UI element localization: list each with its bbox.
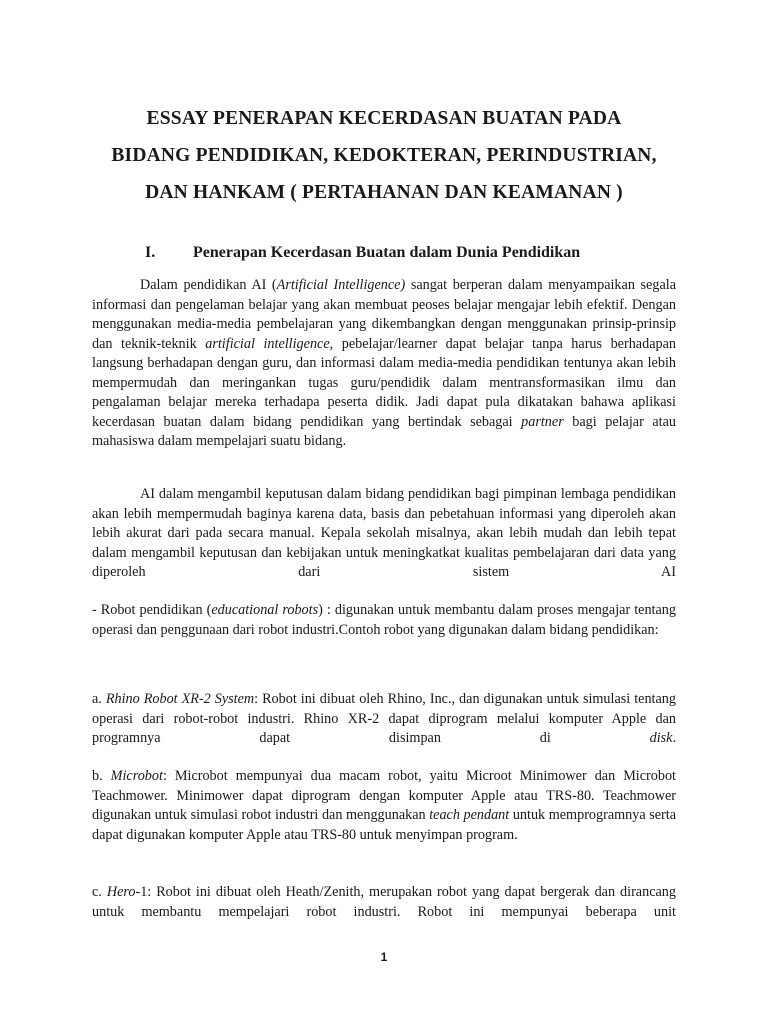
text-run: : Microbot mempunyai dua macam robot, yaitu Microot Minimower dan Microbot Teachmower. Minimower dapat diprogram dengan komputer Apple atau TRS-80. Teachmower digunakan untuk simulasi robot industri dan menggunakan bbox=[92, 768, 676, 823]
italic-term: partner bbox=[521, 413, 564, 430]
text-run: - Robot pendidikan ( bbox=[92, 602, 212, 618]
italic-term: Rhino Robot XR-2 System bbox=[105, 691, 255, 707]
list-item-rhino-robot bbox=[92, 690, 676, 749]
page-number: 1 bbox=[380, 950, 388, 964]
section-number: I. bbox=[145, 244, 156, 261]
section-title: Penerapan Kecerdasan Buatan dalam Dunia Pendidikan bbox=[193, 244, 581, 261]
italic-term: Microbot bbox=[110, 768, 163, 784]
italic-term: educational robots bbox=[211, 602, 319, 618]
text-run: . bbox=[672, 730, 676, 746]
title-line-1: ESSAY PENERAPAN KECERDASAN BUATAN PADA bbox=[146, 108, 622, 129]
title-line-2: BIDANG PENDIDIKAN, KEDOKTERAN, PERINDUSTRIAN, bbox=[111, 145, 657, 166]
text-run: -1: Robot ini dibuat oleh Heath/Zenith, merupakan robot yang dapat bergerak dan dirancang untuk membantu mempelajari robot industri. Robot ini mempunyai beberapa unit bbox=[92, 884, 676, 920]
paragraph-ai-in-education bbox=[92, 276, 676, 452]
list-marker: c. bbox=[92, 884, 107, 900]
text-run: ) : digunakan untuk membantu dalam proses mengajar tentang operasi dan penggunaan dari robot industri.Contoh robot yang digunakan dalam bidang pendidikan: bbox=[92, 602, 676, 638]
italic-term: disk bbox=[649, 730, 673, 746]
text-run: Dalam pendidikan AI ( bbox=[140, 277, 277, 293]
italic-term: artificial intelligence bbox=[205, 335, 330, 352]
italic-term: Hero bbox=[106, 884, 136, 900]
text-run: bagi pelajar atau mahasiswa dalam mempelajari suatu bidang. bbox=[92, 413, 676, 449]
section-heading bbox=[145, 244, 580, 262]
text-run: sangat berperan dalam menyampaikan segala informasi dan pengelaman belajar yang akan membuat peoses belajar mengajar lebih efektif. Dengan menggunakan media-media pembelajaran yang dikembangkan dengan menggunakan prinsip-prinsip dan teknik-teknik bbox=[92, 277, 676, 352]
title-line-3: DAN HANKAM ( PERTAHANAN DAN KEAMANAN ) bbox=[145, 182, 623, 203]
list-item-microbot bbox=[92, 767, 676, 845]
paragraph-decision-making bbox=[92, 485, 676, 583]
text-run: : Robot ini dibuat oleh Rhino, Inc., dan digunakan untuk simulasi tentang operasi dari robot-robot industri. Rhino XR-2 dapat diprogram melalui komputer Apple dan programnya dapat disimpan di bbox=[92, 691, 676, 746]
document-title bbox=[80, 100, 688, 211]
italic-term: Artificial Intelligence) bbox=[276, 277, 406, 293]
list-item-hero bbox=[92, 883, 676, 922]
list-marker: b. bbox=[92, 768, 111, 784]
paragraph-educational-robots bbox=[92, 601, 676, 640]
list-marker: a. bbox=[92, 691, 106, 707]
text-run: untuk memprogramnya serta dapat digunakan komputer Apple atau TRS-80 untuk menyimpan program. bbox=[92, 807, 677, 843]
text-run: , pebelajar/learner dapat belajar tanpa harus berhadapan langsung berhadapan dengan guru, dan informasi dalam media-media pendidikan tentunya akan lebih mempermudah dan meringankan tugas guru/pendidik dalam mentransformasikan ilmu dan pengalaman belajar mereka terhadapa peserta didik. Jadi dapat pula dikatakan bahawa aplikasi kecerdasan buatan dalam bidang pendidikan yang bertindak sebagai bbox=[92, 335, 676, 430]
italic-term: teach pendant bbox=[429, 807, 510, 823]
paragraph-text: AI dalam mengambil keputusan dalam bidang pendidikan bagi pimpinan lembaga pendidikan akan lebih mempermudah baginya karena data, basis dan pebetahuan informasi yang diperoleh akan lebih akurat dari pada secara manual. Kepala sekolah misalnya, akan lebih mudah dan lebih tepat dalam mengambil keputusan dan kebijakan untuk meningkatkat kualitas pembelajaran dari data yang diperoleh dari sistem AI bbox=[92, 486, 676, 580]
